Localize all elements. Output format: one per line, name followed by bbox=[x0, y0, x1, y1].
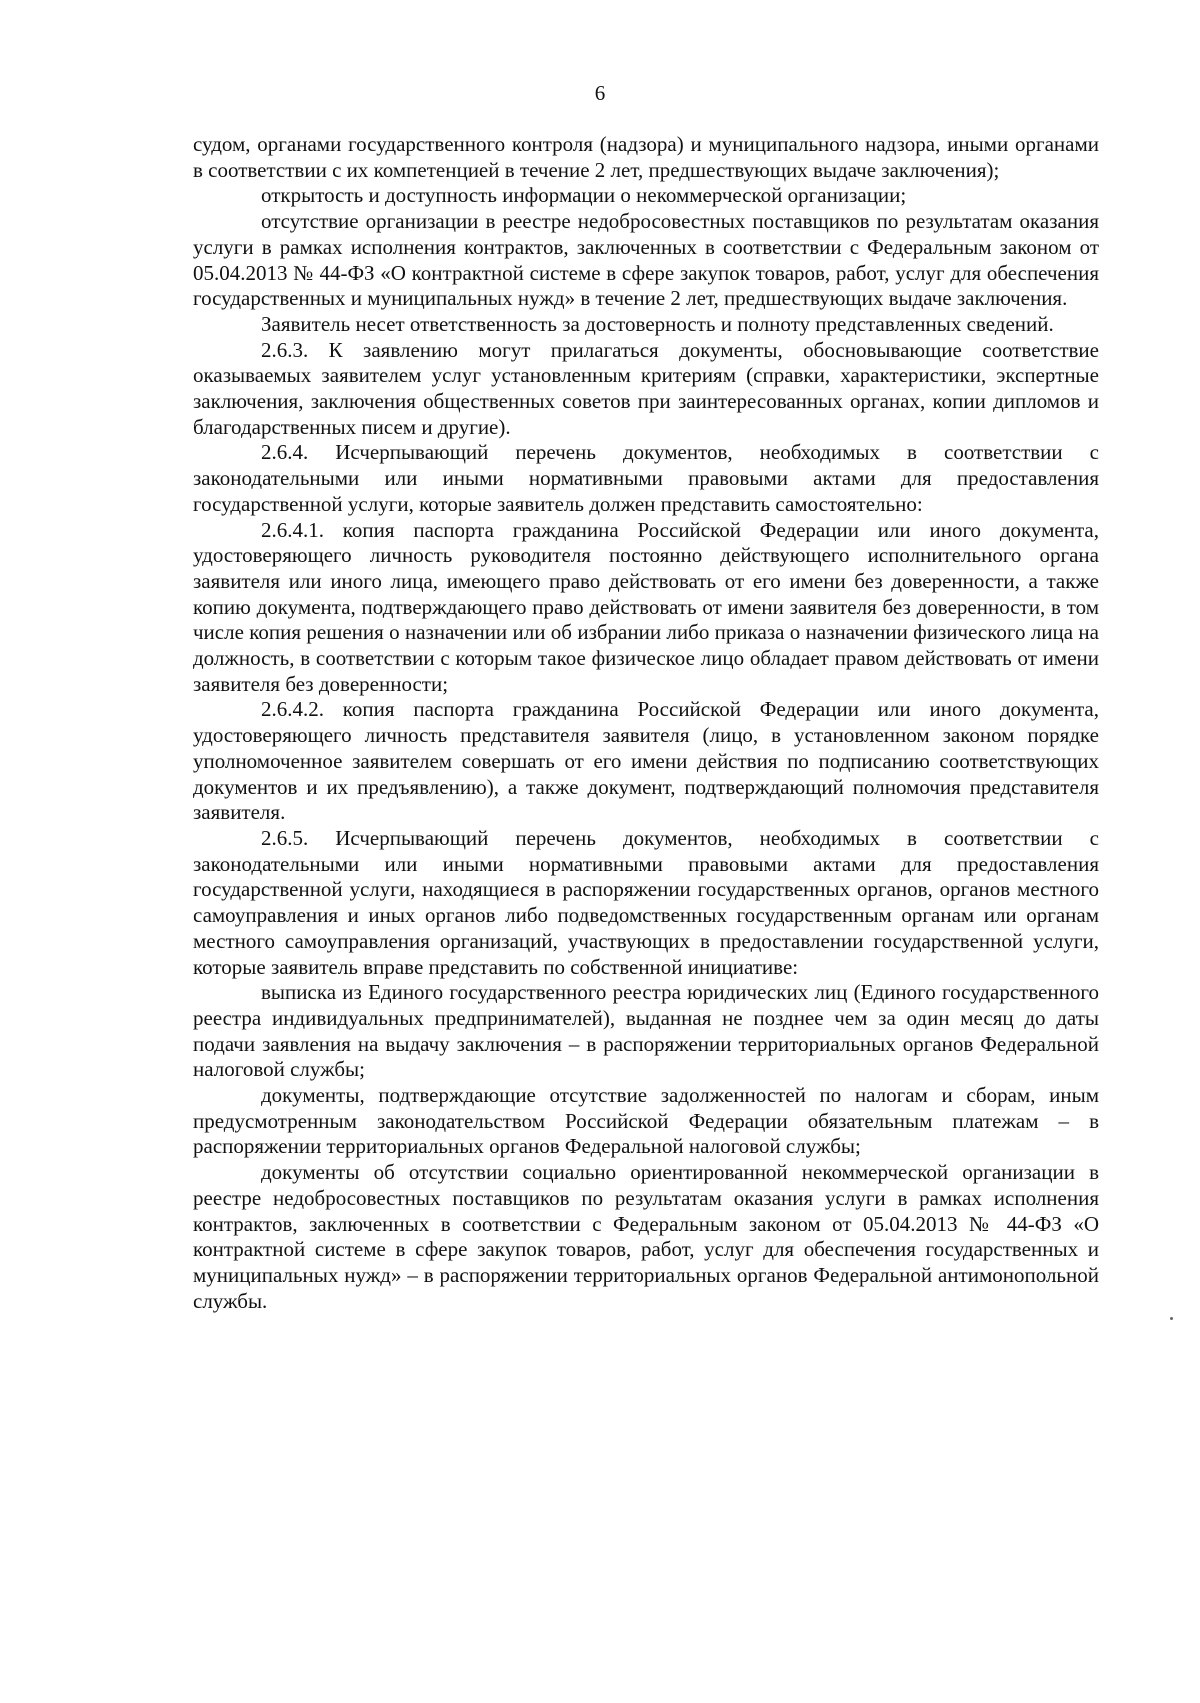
scan-speck bbox=[1170, 1317, 1173, 1320]
paragraph-2-6-4-2: 2.6.4.2. копия паспорта гражданина Российской Федерации или иного документа, удостоверяющего личность представителя заявителя (лицо, в установленном законом порядке уполномоченное заявителем совершать от его имени действия по подписанию соответствующих документов и их предъявлению), а также документ, подтверждающий полномочия представителя заявителя. bbox=[193, 697, 1099, 825]
paragraph-openness: открытость и доступность информации о некоммерческой организации; bbox=[261, 183, 907, 208]
paragraph-2-6-4: 2.6.4. Исчерпывающий перечень документов, необходимых в соответствии с законодательными или иными нормативными правовыми актами для предоставления государственной услуги, которые заявитель должен представить самостоятельно: bbox=[193, 440, 1099, 516]
paragraph-applicant-responsibility: Заявитель несет ответственность за достоверность и полноту представленных сведений. bbox=[261, 311, 1054, 336]
page-number: 6 bbox=[594, 81, 606, 105]
document-body bbox=[193, 132, 1099, 1314]
paragraph-antimonopoly-documents: документы об отсутствии социально ориентированной некоммерческой организации в реестре недобросовестных поставщиков по результатам оказания услуги в рамках исполнения контрактов, заключенных в соответствии с Федеральным законом от 05.04.2013 № 44-ФЗ «О контрактной системе в сфере закупок товаров, работ, услуг для обеспечения государственных и муниципальных нужд» – в распоряжении территориальных органов Федеральной антимонопольной службы. bbox=[193, 1160, 1099, 1313]
paragraph-continuation: судом, органами государственного контроля (надзора) и муниципального надзора, иными органами в соответствии с их компетенцией в течение 2 лет, предшествующих выдаче заключения); bbox=[193, 132, 1099, 182]
paragraph-2-6-4-1: 2.6.4.1. копия паспорта гражданина Российской Федерации или иного документа, удостоверяющего личность руководителя постоянно действующего исполнительного органа заявителя или иного лица, имеющего право действовать от его имени без доверенности, а также копию документа, подтверждающего право действовать от имени заявителя без доверенности, в том числе копия решения о назначении или об избрании либо приказа о назначении физического лица на должность, в соответствии с которым такое физическое лицо обладает правом действовать от имени заявителя без доверенности; bbox=[193, 517, 1099, 696]
paragraph-egrul-extract: выписка из Единого государственного реестра юридических лиц (Единого государственного реестра индивидуальных предпринимателей), выданная не позднее чем за один месяц до даты подачи заявления на выдачу заключения – в распоряжении территориальных органов Федеральной налоговой службы; bbox=[193, 980, 1099, 1082]
paragraph-registry-absence: отсутствие организации в реестре недобросовестных поставщиков по результатам оказания услуги в рамках исполнения контрактов, заключенных в соответствии с Федеральным законом от 05.04.2013 № 44-ФЗ «О контрактной системе в сфере закупок товаров, работ, услуг для обеспечения государственных и муниципальных нужд» в течение 2 лет, предшествующих выдаче заключения. bbox=[193, 209, 1099, 311]
paragraph-tax-documents: документы, подтверждающие отсутствие задолженностей по налогам и сборам, иным предусмотренным законодательством Российской Федерации обязательным платежам – в распоряжении территориальных органов Федеральной налоговой службы; bbox=[193, 1083, 1099, 1159]
paragraph-2-6-5: 2.6.5. Исчерпывающий перечень документов, необходимых в соответствии с законодательными или иными нормативными правовыми актами для предоставления государственной услуги, находящиеся в распоряжении государственных органов, органов местного самоуправления и иных органов либо подведомственных государственным органам или органам местного самоуправления организаций, участвующих в предоставлении государственной услуги, которые заявитель вправе представить по собственной инициативе: bbox=[193, 825, 1099, 979]
paragraph-2-6-3: 2.6.3. К заявлению могут прилагаться документы, обосновывающие соответствие оказываемых заявителем услуг установленным критериям (справки, характеристики, экспертные заключения, заключения общественных советов при заинтересованных органах, копии дипломов и благодарственных писем и другие). bbox=[193, 337, 1099, 439]
